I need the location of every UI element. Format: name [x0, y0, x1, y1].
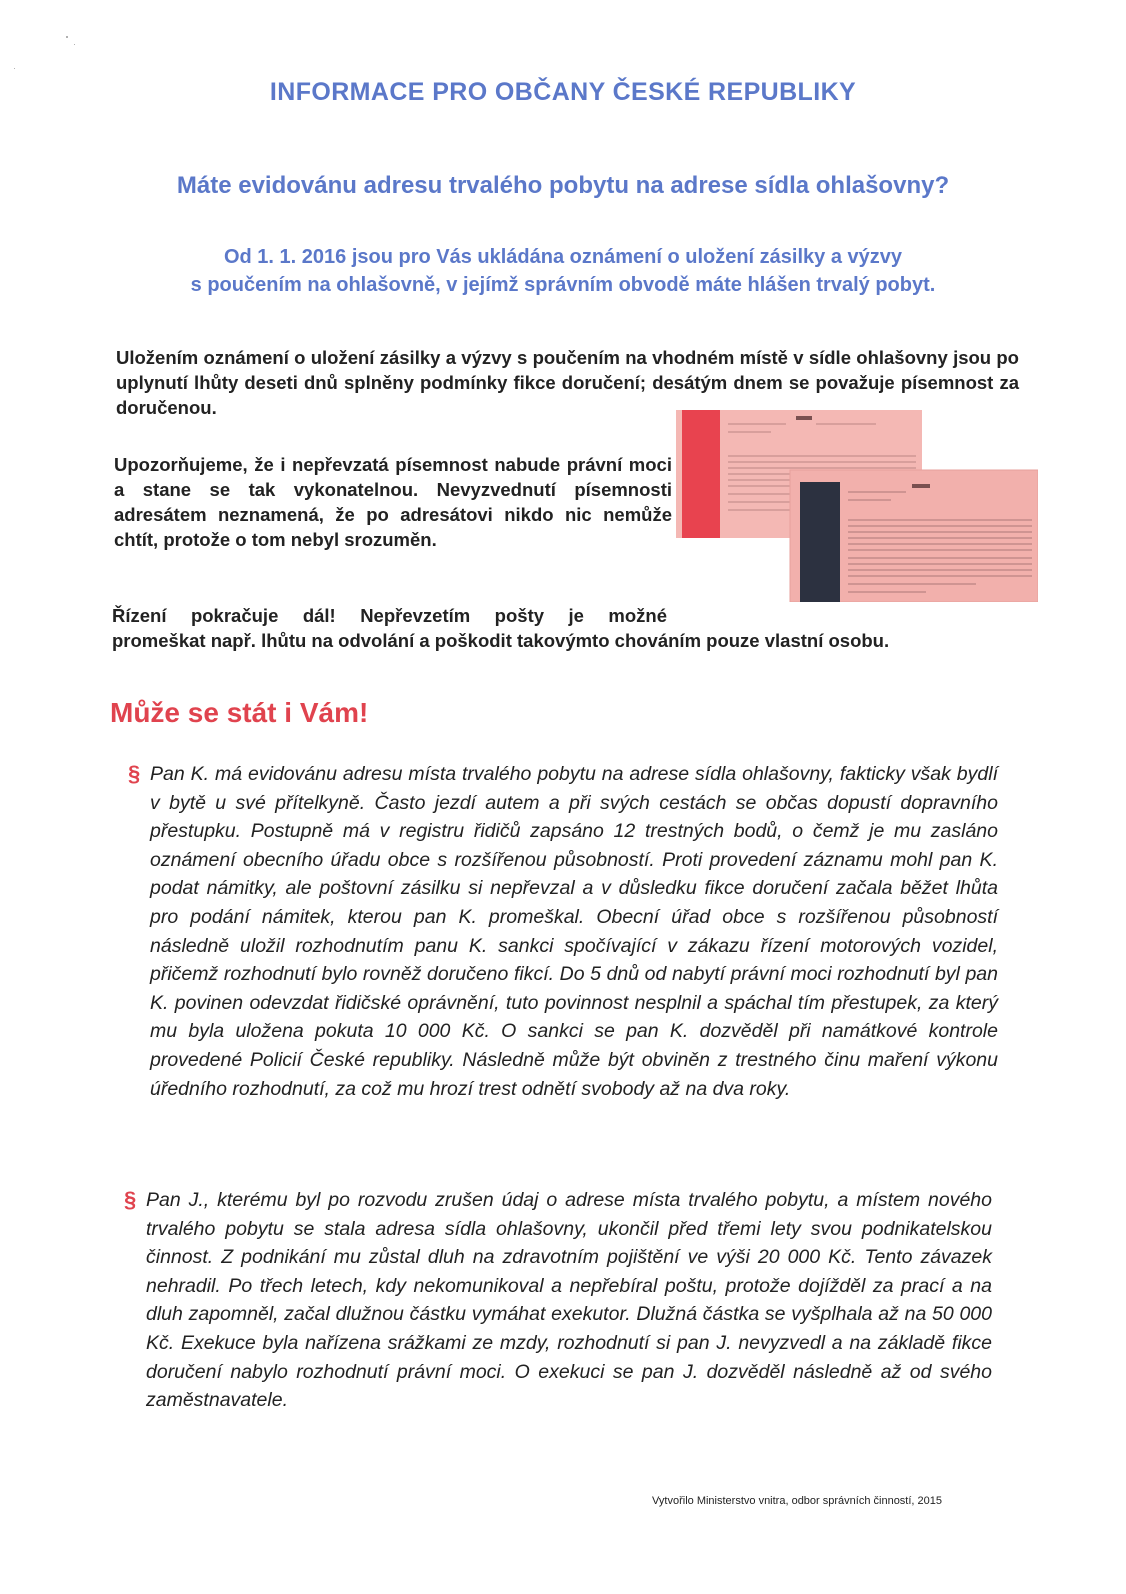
fiction-of-delivery-paragraph: Uložením oznámení o uložení zásilky a výzvy s poučením na vhodném místě v sídle ohlašovny jsou po uplynutí lhůty deseti dnů splněny podmínky fikce doručení; desátým dnem se považuje písemnost za doručenou.: [116, 347, 1019, 418]
footer-credit: Vytvořilo Ministerstvo vnitra, odbor správních činností, 2015: [652, 1495, 943, 1507]
case-example-k: [128, 760, 998, 1103]
subtitle-line: Od 1. 1. 2016 jsou pro Vás ukládána oznámení o uložení zásilky a výzvy: [223, 246, 903, 268]
paragraph-line: promeškat např. lhůtu na odvolání a poškodit takovýmto chováním pouze vlastní osobu.: [112, 630, 890, 651]
subtitle-line: s poučením na ohlašovně, v jejímž správním obvodě máte hlášen trvalý pobyt.: [190, 274, 936, 296]
case-text: Pan K. má evidovánu adresu místa trvalého pobytu na adrese sídla ohlašovny, fakticky však bydlí v bytě u své přítelkyně. Často jezdí autem a při svých cestách se občas dopustí dopravního přestupku. Postupně má v registru řidičů zapsáno 12 trestných bodů, o čemž je mu zasláno oznámení obecního úřadu obce s rozšířenou působností. Proti provedení záznamu mohl pan K. podat námitky, ale poštovní zásilku si nepřevzal a v důsledku fikce doručení začala běžet lhůta pro podání námitek, kterou pan K. promeškal. Obecní úřad obce s rozšířenou působností následně uložil rozhodnutím panu K. sankci spočívající v zákazu řízení motorových vozidel, přičemž rozhodnutí bylo rovněž doručeno fikcí. Do 5 dnů od nabytí právní moci rozhodnutí byl pan K. povinen odevzdat řidičské oprávnění, tuto povinnost nesplnil a spáchal tím přestupek, za který mu byla uložena pokuta 10 000 Kč. O sankci se pan K. dozvěděl při namátkové kontrole provedené Policií České republiky. Následně může být obviněn z trestného činu maření výkonu úředního rozhodnutí, za což mu hrozí trest odnětí svobody až na dva roky.: [150, 763, 998, 1100]
section-sign-icon: §: [128, 761, 141, 786]
warning-heading: Může se stát i Vám!: [110, 697, 369, 728]
document-question: Máte evidovánu adresu trvalého pobytu na adrese sídla ohlašovny?: [176, 172, 950, 199]
scan-speck: [66, 36, 68, 38]
case-text: Pan J., kterému byl po rozvodu zrušen údaj o adrese místa trvalého pobytu, a místem nového trvalého pobytu se stala adresa sídla ohlašovny, ukončil před třemi lety svou podnikatelskou činnost. Z podnikání mu zůstal dluh na zdravotním pojištění ve výši 20 000 Kč. Tento závazek nehradil. Po třech letech, kdy nekomunikoval a nepřebíral poštu, protože dojížděl za prací a na dluh zapomněl, začal dlužnou částku vymáhat exekutor. Dlužná částka se vyšplhala až na 50 000 Kč. Exekuce byla nařízena srážkami ze mzdy, rozhodnutí si pan J. nevyzvedl a na základě fikce doručení nabylo rozhodnutí právní moci. O exekuci se pan J. dozvěděl následně až od svého zaměstnavatele.: [146, 1189, 992, 1412]
scan-speck: [14, 68, 15, 69]
document-subtitle: [120, 243, 1006, 299]
scan-speck: [74, 44, 75, 45]
document-title: INFORMACE PRO OBČANY ČESKÉ REPUBLIKY: [269, 78, 857, 106]
section-sign-icon: §: [124, 1187, 137, 1212]
case-example-j: [124, 1186, 992, 1415]
proceedings-continue-paragraph: [112, 603, 1017, 653]
legal-effect-paragraph: Upozorňujeme, že i nepřevzatá písemnost nabude právní moci a stane se tak vykonatelnou. Nevyzvednutí písemnosti adresátem neznamená, že po adresátovi nikdo nic nemůže chtít, protože o tom nebyl srozuměn.: [114, 454, 672, 550]
postal-notice-slips-icon: [676, 410, 1038, 602]
paragraph-line: Řízení pokračuje dál! Nepřevzetím pošty je možné: [112, 605, 667, 626]
